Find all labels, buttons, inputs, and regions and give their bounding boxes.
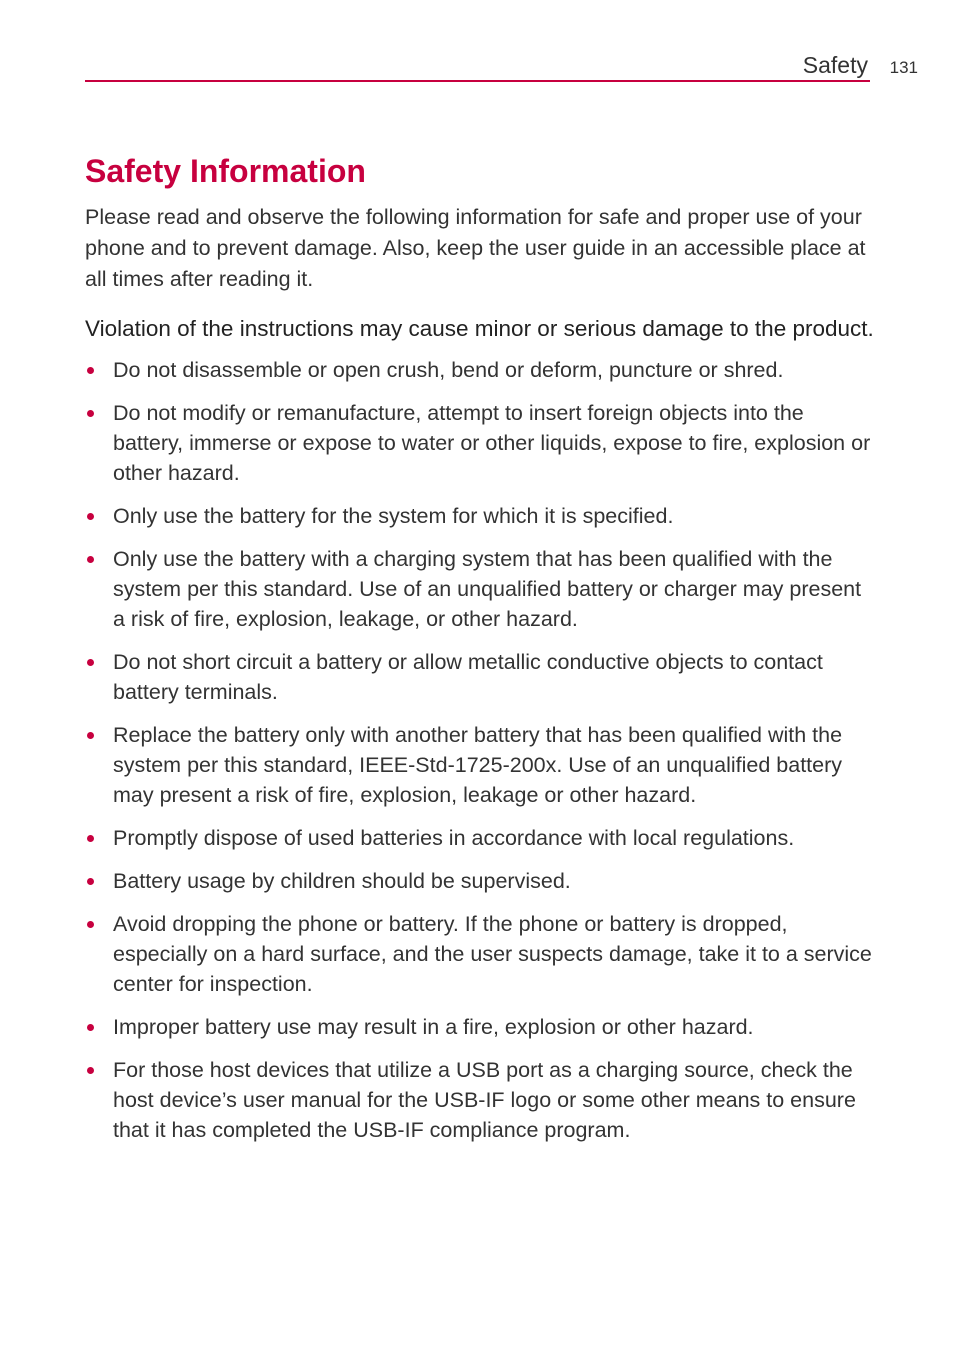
bullet-icon [87, 921, 94, 928]
bullet-icon [87, 659, 94, 666]
page-title: Safety Information [85, 153, 366, 189]
bullet-icon [87, 732, 94, 739]
header-divider [85, 80, 870, 82]
bullet-icon [87, 1067, 94, 1074]
list-item-text: Only use the battery with a charging system that has been qualified with the system per this standard. Use of an unqualified battery or charger may present a risk of fire, explosion, leakage, or other hazard. [113, 547, 862, 631]
list-item [85, 647, 875, 707]
list-item [85, 866, 875, 896]
list-item-text: Only use the battery for the system for which it is specified. [113, 504, 674, 528]
list-item-text: Promptly dispose of used batteries in accordance with local regulations. [113, 826, 795, 850]
list-item [85, 544, 875, 634]
page-number: 131 [889, 58, 918, 77]
warning-subheading: Violation of the instructions may cause minor or serious damage to the product. [85, 316, 874, 341]
bullet-icon [87, 835, 94, 842]
safety-bullet-list [85, 355, 875, 1145]
list-item-text: Improper battery use may result in a fire, explosion or other hazard. [113, 1015, 754, 1039]
list-item [85, 909, 875, 999]
bullet-icon [87, 410, 94, 417]
list-item-text: Do not short circuit a battery or allow metallic conductive objects to contact battery terminals. [113, 650, 823, 704]
section-title: Safety [802, 52, 868, 78]
bullet-icon [87, 878, 94, 885]
list-item-text: Battery usage by children should be supervised. [113, 869, 571, 893]
main-content [85, 150, 875, 1158]
list-item-text: Do not modify or remanufacture, attempt to insert foreign objects into the battery, immerse or expose to water or other liquids, expose to fire, explosion or other hazard. [113, 401, 871, 485]
bullet-icon [87, 513, 94, 520]
list-item [85, 1012, 875, 1042]
page-header [85, 48, 918, 84]
list-item-text: Do not disassemble or open crush, bend or deform, puncture or shred. [113, 358, 784, 382]
list-item [85, 1055, 875, 1145]
list-item-text: For those host devices that utilize a USB port as a charging source, check the host device’s user manual for the USB-IF logo or some other means to ensure that it has completed the USB-IF compliance program. [113, 1058, 856, 1142]
list-item [85, 355, 875, 385]
list-item [85, 720, 875, 810]
bullet-icon [87, 367, 94, 374]
bullet-icon [87, 1024, 94, 1031]
intro-paragraph: Please read and observe the following information for safe and proper use of your phone and to prevent damage. Also, keep the user guide in an accessible place at all times after reading it. [85, 205, 866, 291]
list-item-text: Replace the battery only with another battery that has been qualified with the system per this standard, IEEE-Std-1725-200x. Use of an unqualified battery may present a risk of fire, explosion, leakage or other hazard. [113, 723, 843, 807]
list-item [85, 398, 875, 488]
bullet-icon [87, 556, 94, 563]
list-item [85, 501, 875, 531]
list-item-text: Avoid dropping the phone or battery. If the phone or battery is dropped, especially on a hard surface, and the user suspects damage, take it to a service center for inspection. [113, 912, 872, 996]
list-item [85, 823, 875, 853]
